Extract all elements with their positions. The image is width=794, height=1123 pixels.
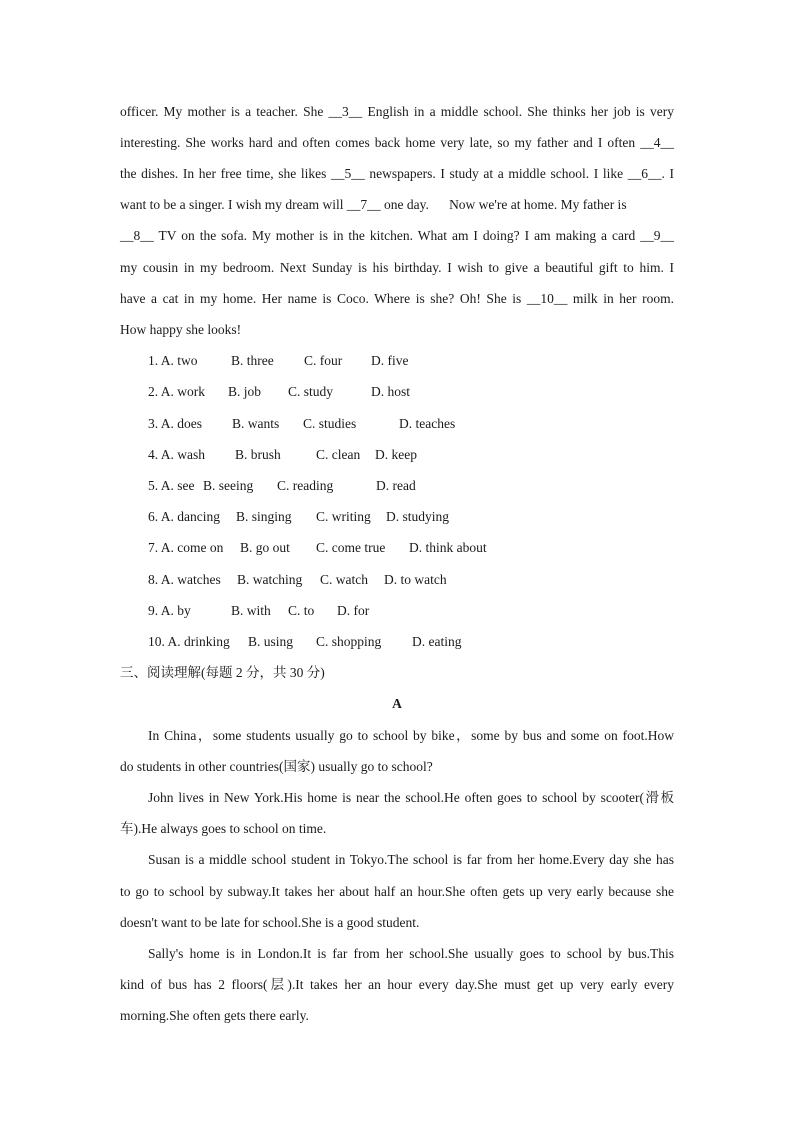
option-a: 8. A. watches: [148, 572, 221, 587]
option-b: B. with: [231, 603, 271, 618]
option-d: D. think about: [409, 540, 487, 555]
option-d: D. studying: [386, 509, 450, 524]
cloze-line: interesting. She works hard and often comes back home very late, so my father and I often __4__: [120, 135, 674, 150]
passage-line: In China，some students usually go to school by bike，some by bus and some on foot.How: [148, 728, 674, 743]
passage-line: Susan is a middle school student in Tokyo.The school is far from her home.Every day she has: [148, 852, 674, 867]
option-a: 2. A. work: [148, 384, 205, 399]
cloze-line: officer. My mother is a teacher. She __3__ English in a middle school. She thinks her job is very: [120, 104, 674, 119]
passage-line: Sally's home is in London.It is far from her school.She usually goes to school by bus.This: [148, 946, 674, 961]
cloze-line: want to be a singer. I wish my dream will __7__ one day. Now we're at home. My father is: [120, 197, 627, 212]
option-c: C. to: [288, 603, 315, 618]
option-d: D. to watch: [384, 572, 447, 587]
cloze-line: the dishes. In her free time, she likes __5__ newspapers. I study at a middle school. I like __6__. I: [120, 166, 674, 181]
option-a: 1. A. two: [148, 353, 198, 368]
option-d: D. eating: [412, 634, 462, 649]
passage-line: morning.She often gets there early.: [120, 1008, 309, 1023]
option-c: C. four: [304, 353, 343, 368]
cloze-line: my cousin in my bedroom. Next Sunday is his birthday. I wish to give a beautiful gift to him. I: [120, 260, 674, 275]
option-c: C. watch: [320, 572, 368, 587]
option-d: D. teaches: [399, 416, 456, 431]
option-a: 7. A. come on: [148, 540, 224, 555]
option-a: 3. A. does: [148, 416, 202, 431]
option-a: 5. A. see: [148, 478, 195, 493]
option-b: B. job: [228, 384, 262, 399]
option-a: 6. A. dancing: [148, 509, 220, 524]
option-d: D. five: [371, 353, 409, 368]
option-d: D. read: [376, 478, 416, 493]
option-b: B. seeing: [203, 478, 254, 493]
option-b: B. using: [248, 634, 294, 649]
option-d: D. for: [337, 603, 370, 618]
cloze-line: have a cat in my home. Her name is Coco. Where is she? Oh! She is __10__ milk in her room.: [120, 291, 674, 306]
passage-line: to go to school by subway.It takes her about half an hour.She often gets up very early because she: [120, 884, 674, 899]
cloze-line: __8__ TV on the sofa. My mother is in the kitchen. What am I doing? I am making a card __9__: [120, 228, 674, 243]
option-a: 4. A. wash: [148, 447, 205, 462]
option-c: C. shopping: [316, 634, 382, 649]
section-heading: 三、阅读理解(每题 2 分，共 30 分): [120, 665, 325, 680]
option-b: B. singing: [236, 509, 292, 524]
option-c: C. come true: [316, 540, 386, 555]
option-c: C. studies: [303, 416, 357, 431]
option-b: B. brush: [235, 447, 281, 462]
option-d: D. host: [371, 384, 411, 399]
option-c: C. clean: [316, 447, 361, 462]
option-a: 10. A. drinking: [148, 634, 230, 649]
option-b: B. wants: [232, 416, 280, 431]
option-c: C. reading: [277, 478, 334, 493]
option-a: 9. A. by: [148, 603, 191, 618]
option-d: D. keep: [375, 447, 417, 462]
passage-line: doesn't want to be late for school.She is a good student.: [120, 915, 420, 930]
cloze-line: How happy she looks!: [120, 322, 242, 337]
passage-line: do students in other countries(国家) usually go to school?: [120, 759, 433, 774]
passage-line: 车).He always goes to school on time.: [120, 821, 327, 836]
option-b: B. three: [231, 353, 274, 368]
passage-label: A: [392, 696, 402, 711]
option-c: C. writing: [316, 509, 371, 524]
option-c: C. study: [288, 384, 334, 399]
passage-line: kind of bus has 2 floors(层).It takes her an hour every day.She must get up very early every: [120, 977, 674, 992]
option-b: B. go out: [240, 540, 290, 555]
option-b: B. watching: [237, 572, 303, 587]
passage-line: John lives in New York.His home is near the school.He often goes to school by scooter(滑板: [148, 790, 674, 805]
